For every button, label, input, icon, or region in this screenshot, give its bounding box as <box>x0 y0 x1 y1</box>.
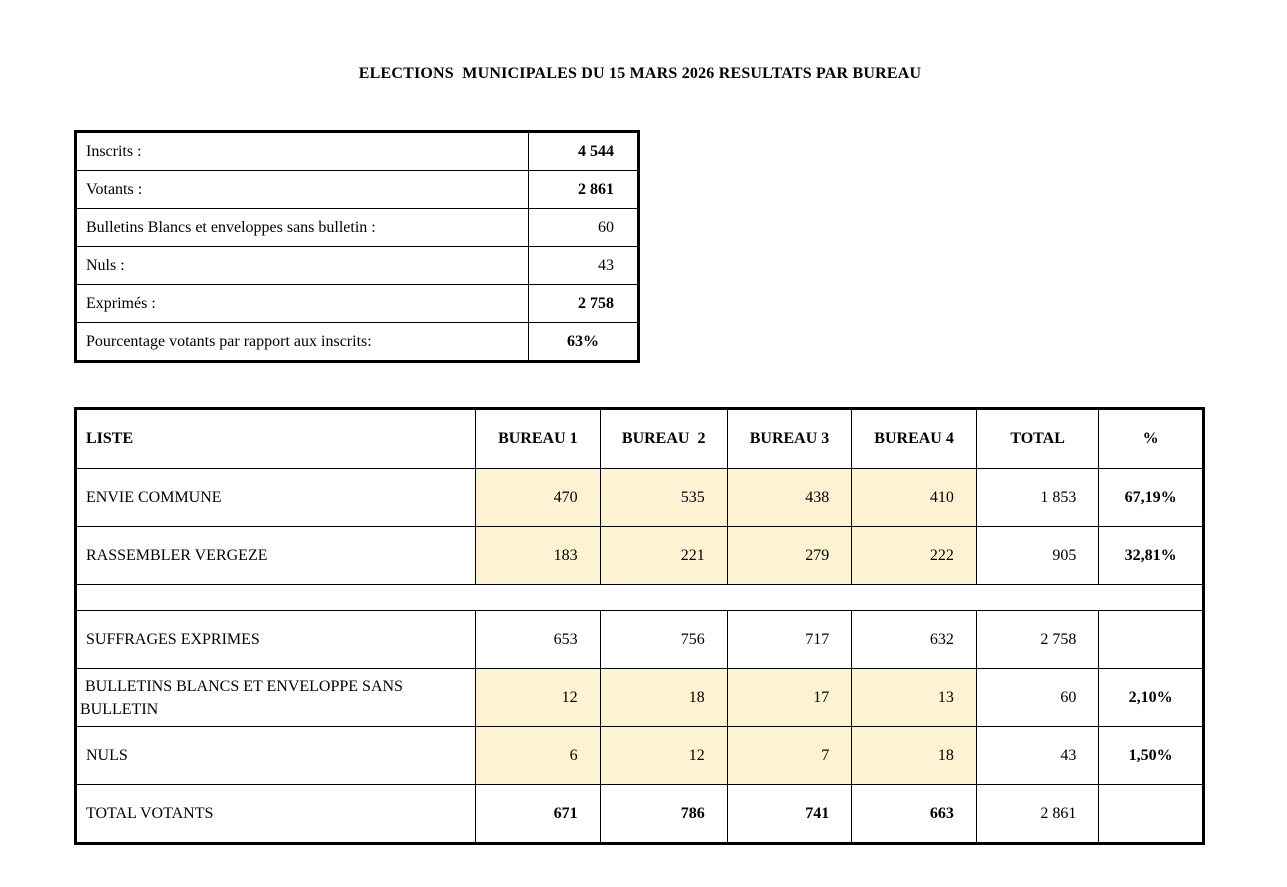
bureau-3-value: 741 <box>727 785 852 844</box>
results-row-nuls <box>76 727 1204 785</box>
results-row-rassembler-vergeze <box>76 527 1204 585</box>
summary-value: 2 861 <box>529 171 639 209</box>
bureau-1-value: 183 <box>476 527 601 585</box>
summary-value: 60 <box>529 209 639 247</box>
summary-row-pourcentage <box>76 323 639 362</box>
summary-row-blancs <box>76 209 639 247</box>
row-name: NULS <box>76 727 476 785</box>
bureau-3-value: 279 <box>727 527 852 585</box>
summary-row-nuls <box>76 247 639 285</box>
summary-value: 43 <box>529 247 639 285</box>
bureau-1-value: 12 <box>476 669 601 727</box>
header-bureau-3: BUREAU 3 <box>727 409 852 469</box>
summary-label: Nuls : <box>76 247 529 285</box>
percent-value: 32,81% <box>1099 527 1204 585</box>
results-row-envie-commune <box>76 469 1204 527</box>
summary-table <box>74 130 640 363</box>
bureau-1-value: 653 <box>476 611 601 669</box>
bureau-2-value: 18 <box>600 669 727 727</box>
percent-value: 67,19% <box>1099 469 1204 527</box>
results-row-total-votants <box>76 785 1204 844</box>
header-percent: % <box>1099 409 1204 469</box>
bureau-2-value: 535 <box>600 469 727 527</box>
bureau-1-value: 6 <box>476 727 601 785</box>
header-bureau-1: BUREAU 1 <box>476 409 601 469</box>
row-name-line-2: BULLETIN <box>80 700 159 718</box>
summary-label: Votants : <box>76 171 529 209</box>
bureau-3-value: 7 <box>727 727 852 785</box>
results-table <box>74 407 1205 845</box>
bureau-2-value: 12 <box>600 727 727 785</box>
summary-value: 2 758 <box>529 285 639 323</box>
summary-label: Inscrits : <box>76 132 529 171</box>
bureau-3-value: 17 <box>727 669 852 727</box>
summary-value: 4 544 <box>529 132 639 171</box>
bureau-4-value: 222 <box>852 527 977 585</box>
row-name: TOTAL VOTANTS <box>76 785 476 844</box>
summary-label: Bulletins Blancs et enveloppes sans bulletin : <box>76 209 529 247</box>
bureau-1-value: 470 <box>476 469 601 527</box>
page-title: ELECTIONS MUNICIPALES DU 15 MARS 2026 RESULTATS PAR BUREAU <box>358 65 922 82</box>
results-row-bulletins-blancs <box>76 669 1204 727</box>
summary-value: 63% <box>529 323 639 362</box>
bureau-2-value: 221 <box>600 527 727 585</box>
percent-value <box>1099 611 1204 669</box>
total-value: 60 <box>976 669 1099 727</box>
bureau-2-value: 786 <box>600 785 727 844</box>
bureau-4-value: 632 <box>852 611 977 669</box>
percent-value: 1,50% <box>1099 727 1204 785</box>
bureau-4-value: 663 <box>852 785 977 844</box>
summary-label: Pourcentage votants par rapport aux inscrits: <box>76 323 529 362</box>
summary-row-inscrits <box>76 132 639 171</box>
results-header-row <box>76 409 1204 469</box>
spacer-cell <box>76 585 1204 611</box>
header-liste: LISTE <box>76 409 476 469</box>
results-row-suffrages-exprimes <box>76 611 1204 669</box>
row-name <box>76 669 476 727</box>
total-value: 2 861 <box>976 785 1099 844</box>
total-value: 1 853 <box>976 469 1099 527</box>
header-total: TOTAL <box>976 409 1099 469</box>
header-bureau-4: BUREAU 4 <box>852 409 977 469</box>
header-bureau-2: BUREAU 2 <box>600 409 727 469</box>
summary-label: Exprimés : <box>76 285 529 323</box>
total-value: 2 758 <box>976 611 1099 669</box>
bureau-4-value: 13 <box>852 669 977 727</box>
bureau-1-value: 671 <box>476 785 601 844</box>
total-value: 905 <box>976 527 1099 585</box>
total-value: 43 <box>976 727 1099 785</box>
list-name: ENVIE COMMUNE <box>76 469 476 527</box>
summary-row-exprimes <box>76 285 639 323</box>
list-name: RASSEMBLER VERGEZE <box>76 527 476 585</box>
bureau-4-value: 18 <box>852 727 977 785</box>
summary-row-votants <box>76 171 639 209</box>
results-spacer-row <box>76 585 1204 611</box>
bureau-3-value: 717 <box>727 611 852 669</box>
percent-value <box>1099 785 1204 844</box>
bureau-2-value: 756 <box>600 611 727 669</box>
row-name: SUFFRAGES EXPRIMES <box>76 611 476 669</box>
percent-value: 2,10% <box>1099 669 1204 727</box>
row-name-line-1: BULLETINS BLANCS ET ENVELOPPE SANS <box>85 677 403 695</box>
bureau-3-value: 438 <box>727 469 852 527</box>
bureau-4-value: 410 <box>852 469 977 527</box>
